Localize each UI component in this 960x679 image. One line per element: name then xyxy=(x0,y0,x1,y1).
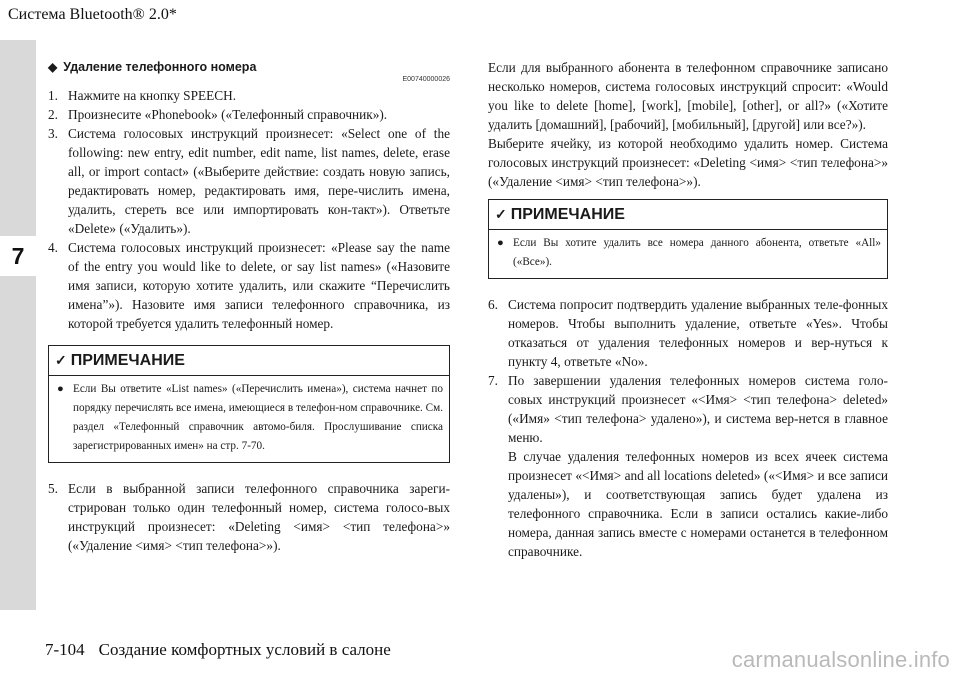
note-bullet-item xyxy=(497,234,881,272)
bullet-dot-icon: ● xyxy=(497,237,504,249)
step-extra-paragraph: В случае удаления телефонных номеров из всех ячеек система произнесет «<Имя> and all locations deleted» («<Имя> и все записи удалены»), и соответствующая запись будет удалена из телефонного справочника. Если в записи остались какие-либо номера, данная запись вместе с номерами останется в телефонном справочнике. xyxy=(508,449,888,559)
note-heading-text: ПРИМЕЧАНИЕ xyxy=(510,206,625,223)
step-number: 4. xyxy=(48,240,58,255)
left-column xyxy=(48,58,450,555)
checkmark-icon: ✓ xyxy=(495,206,507,222)
step-text: Произнесите «Phonebook» («Телефонный справочник»). xyxy=(68,107,388,122)
step-item xyxy=(488,295,888,371)
section-title xyxy=(48,58,450,76)
step-text: Система голосовых инструкций произнесет: «Select one of the following: new entry, edit number, edit name, list names, delete, erase all, or import contact» («Выберите действие: создать новую запись, редактировать номер, редактировать имя, пере-числить имена, удалить, стереть все или импортировать кон-такт»). Ответьте «Delete» («Удалить»). xyxy=(68,126,450,236)
step-text: По завершении удаления телефонных номеров система голо-совых инструкций произнесет «<Имя> <тип телефона> deleted» («Имя» <тип телефона> удалено»), и система вер-нется в главное меню. xyxy=(508,373,888,445)
step-item xyxy=(48,479,450,555)
note-body xyxy=(49,376,449,462)
step-number: 5. xyxy=(48,481,58,496)
note-bullet-item xyxy=(57,380,443,456)
step-item xyxy=(48,86,450,105)
step-number: 6. xyxy=(488,297,498,312)
note-box-left xyxy=(48,345,450,463)
paragraph: Если для выбранного абонента в телефонном справочнике записано несколько номеров, система голосовых инструкций спросит: «Would you like to delete [home], [work], [mobile], [other], or all?» («Хотите удалить [домашний], [рабочий], [мобильный], [другой] или все?»). xyxy=(488,60,888,132)
step-number: 2. xyxy=(48,107,58,122)
footer-section-title: Создание комфортных условий в салоне xyxy=(98,640,391,659)
step-item xyxy=(48,238,450,333)
step-text: Система попросит подтвердить удаление выбранных теле-фонных номеров. Чтобы выполнить удаление, ответьте «Yes». Чтобы отказаться от удаления телефонных номеров и вер-нуться к пункту 4, ответьте «No». xyxy=(508,297,888,369)
watermark: carmanualsonline.info xyxy=(731,647,950,672)
chapter-sidebar xyxy=(0,40,36,610)
step-text: Система голосовых инструкций произнесет: «Please say the name of the entry you would like to delete, or say list names» («Назовите имя записи, которую хотите удалить, или скажите “Перечислить имена”»). Назовите имя записи телефонного справочника, из которой требуется удалить телефонный номер. xyxy=(68,240,450,331)
steps-list-right xyxy=(488,295,888,561)
chapter-number-tab: 7 xyxy=(0,236,36,276)
checkmark-icon: ✓ xyxy=(55,352,67,368)
note-box-right xyxy=(488,199,888,279)
steps-list-left xyxy=(48,86,450,333)
note-heading xyxy=(489,200,887,230)
step-text: Если в выбранной записи телефонного справочника зареги-стрирован только один телефонный номер, система голосо-вых инструкций произнесет: «Deleting <имя> <тип телефона>» («Удаление <имя> <тип телефона>»). xyxy=(68,481,450,553)
note-text: Если Вы ответите «List names» («Перечислить имена»), система начнет по порядку перечислять все имена, имеющиеся в телефон-ном справочнике. См. раздел «Телефонный справочник автомо-биля. Прослушивание списка зарегистрированных имен» на стр. 7-70. xyxy=(73,383,443,452)
note-text: Если Вы хотите удалить все номера данного абонента, ответьте «All» («Все»). xyxy=(513,237,881,268)
step-item xyxy=(48,124,450,238)
page-header-title: Система Bluetooth® 2.0* xyxy=(8,6,177,23)
step-item xyxy=(48,105,450,124)
bullet-dot-icon: ● xyxy=(57,383,64,395)
step-number: 7. xyxy=(488,373,498,388)
steps-list-left-continued xyxy=(48,479,450,555)
note-body xyxy=(489,230,887,278)
step-number: 3. xyxy=(48,126,58,141)
section-title-text: Удаление телефонного номера xyxy=(63,60,257,74)
paragraph: Выберите ячейку, из которой необходимо удалить номер. Система голосовых инструкций произнесет: «Deleting <имя> <тип телефона>» («Удаление <имя> <тип телефона>»). xyxy=(488,136,888,189)
section-code: E00740000026 xyxy=(402,76,450,83)
diamond-bullet-icon: ◆ xyxy=(48,60,58,74)
note-heading-text: ПРИМЕЧАНИЕ xyxy=(70,352,185,369)
step-text: Нажмите на кнопку SPEECH. xyxy=(68,88,237,103)
step-item xyxy=(488,371,888,561)
right-column xyxy=(488,58,888,561)
page-footer xyxy=(45,640,391,660)
note-heading xyxy=(49,346,449,376)
page-number: 7-104 xyxy=(45,640,85,659)
step-number: 1. xyxy=(48,88,58,103)
